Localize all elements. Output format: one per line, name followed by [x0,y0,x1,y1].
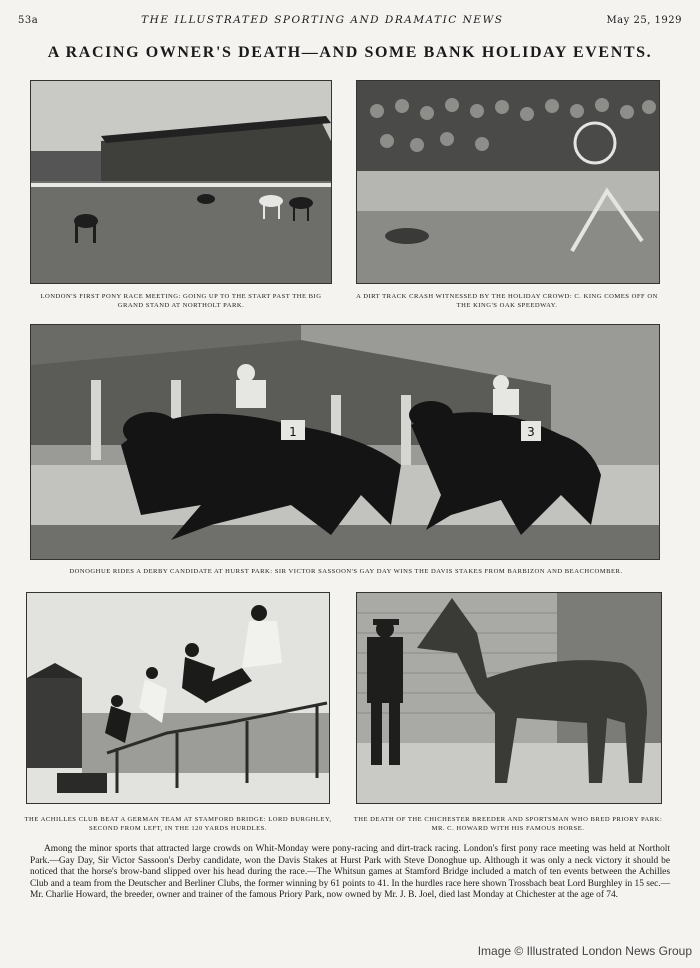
running-head [18,14,682,26]
caption-pony-race: LONDON'S FIRST PONY RACE MEETING: GOING UP TO THE START PAST THE BIG GRAND STAND AT NORTHOLT PARK. [40,293,322,309]
caption-hurdles: THE ACHILLES CLUB BEAT A GERMAN TEAM AT STAMFORD BRIDGE: LORD BURGHLEY, SECOND FROM LEFT, IN THE 120 YARDS HURDLES. [24,816,332,832]
derby-illustration [31,325,659,559]
caption-derby: DONOGHUE RIDES A DERBY CANDIDATE AT HURST PARK: SIR VICTOR SASSOON'S GAY DAY WINS THE DAVIS STAKES FROM BARBIZON AND BEACHCOMBER. [69,568,623,575]
caption-howard: THE DEATH OF THE CHICHESTER BREEDER AND SPORTSMAN WHO BRED PRIORY PARK: MR. C. HOWARD WITH HIS FAMOUS HORSE. [353,816,663,832]
pony-race-illustration [31,81,331,283]
caption-dirt-track: A DIRT TRACK CRASH WITNESSED BY THE HOLIDAY CROWD: C. KING COMES OFF ON THE KING'S OAK SPEEDWAY. [356,293,658,309]
photo-derby [30,324,660,560]
hurdles-illustration [27,593,329,803]
page-headline: A RACING OWNER'S DEATH—AND SOME BANK HOLIDAY EVENTS. [47,44,653,61]
photo-pony-race [30,80,332,284]
issue-date: May 25, 1929 [606,15,682,26]
article-body: Among the minor sports that attracted large crowds on Whit-Monday were pony-racing and dirt-track racing. London's first pony race meeting was held at Northolt Park.—Gay Day, Sir Victor Sassoon's Derby candidate, won the Davis Stakes at Hurst Park with Steve Donoghue up. Although it was only a neck victory it should be noticed that the horse's brow-band slipped over his head during the race.—The Whitsun games at Stamford Bridge included a match of ten events between the Achilles Club and a team from the Deutscher and Berliner Clubs, the former winning by 61 points to 41. In the hurdles race here shown Trossbach beat Lord Burghley in 15 sec.—Mr. Charlie Howard, the breeder, owner and trainer of the famous Priory Park, now owned by Mr. J. B. Joel, died last Monday at Chichester at the age of 74. [30,844,670,901]
photo-howard [356,592,662,804]
dirt-track-illustration [357,81,659,283]
journal-title: THE ILLUSTRATED SPORTING AND DRAMATIC NEWS [141,14,504,26]
image-credit: Image © Illustrated London News Group [477,944,692,958]
photo-hurdles [26,592,330,804]
page-number: 53a [18,15,39,26]
howard-horse-illustration [357,593,661,803]
jockey-number-1: 1 [289,425,297,439]
photo-dirt-track [356,80,660,284]
jockey-number-3: 3 [527,425,535,439]
